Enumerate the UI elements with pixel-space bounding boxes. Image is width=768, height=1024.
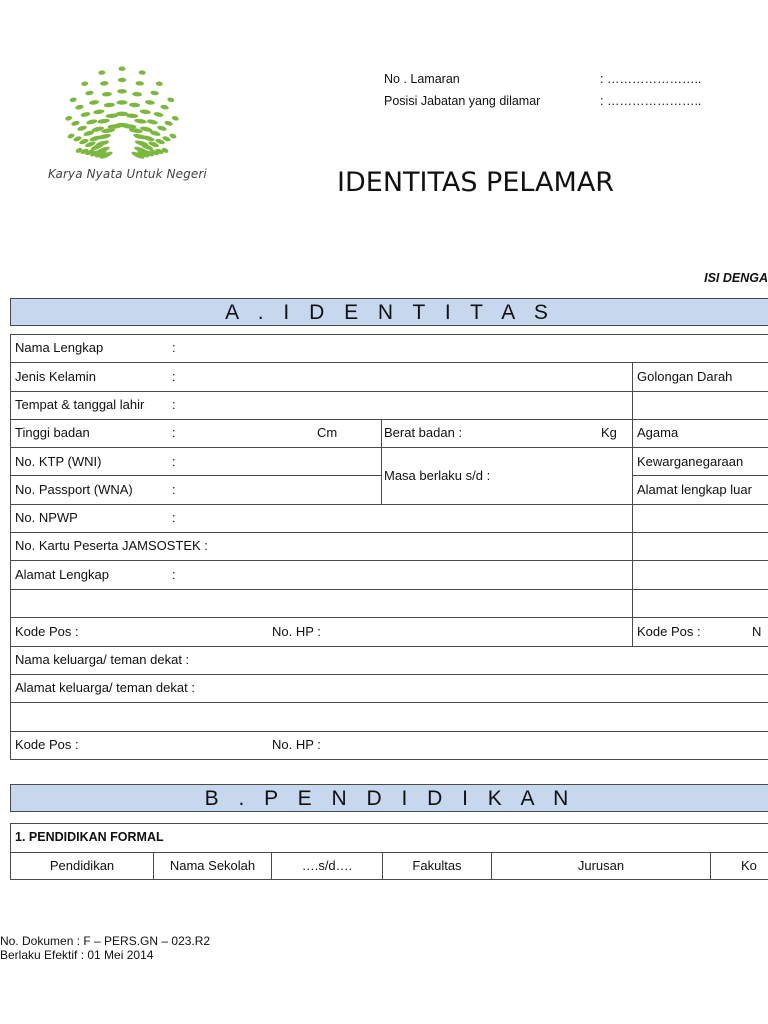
logo-leaf [104, 102, 115, 107]
label-nama-lengkap: Nama Lengkap [15, 340, 104, 355]
logo-leaf [139, 109, 151, 115]
label-no-jamsostek: No. Kartu Peserta JAMSOSTEK : [15, 538, 208, 553]
logo-leaf [116, 100, 127, 104]
section-b-title: B . P E N D I D I K A N [204, 787, 576, 810]
logo-leaf [67, 133, 75, 140]
column-header: Jurusan [577, 858, 625, 873]
company-logo [62, 50, 182, 162]
logo-leaf [77, 125, 88, 132]
logo-leaf [93, 109, 105, 115]
label-kode-pos: Kode Pos : [15, 624, 79, 639]
logo-leaf [171, 115, 179, 121]
colon: : [172, 425, 176, 440]
label-no-hp-2: No. HP : [272, 737, 321, 752]
logo-leaf [145, 100, 155, 106]
column-header: Ko [741, 858, 757, 873]
logo-leaf [167, 97, 175, 103]
logo-leaf [102, 92, 112, 97]
column-header: Nama Sekolah [169, 858, 256, 873]
colon: : [172, 369, 176, 384]
label-no-ktp: No. KTP (WNI) [15, 454, 102, 469]
document-number: No. Dokumen : F – PERS.GN – 023.R2 [0, 934, 211, 948]
no-lamaran-value: : ………………….. [600, 72, 702, 86]
logo-leaf [97, 118, 110, 124]
logo-leaf [71, 120, 80, 127]
logo-leaf [65, 115, 73, 121]
label-masa-berlaku: Masa berlaku s/d : [384, 468, 491, 483]
logo-leaf [169, 133, 177, 140]
logo-leaf [157, 125, 168, 132]
logo-leaf [75, 104, 84, 110]
effective-date: Berlaku Efektif : 01 Mei 2014 [0, 948, 154, 962]
logo-leaf [134, 118, 147, 124]
label-kode-pos-right: Kode Pos : [637, 624, 701, 639]
label-alamat-lengkap: Alamat Lengkap [15, 567, 109, 582]
colon: : [172, 454, 176, 469]
posisi-label: Posisi Jabatan yang dilamar [384, 94, 541, 108]
section-a-header [10, 298, 768, 326]
section-b-header [10, 784, 768, 812]
label-agama: Agama [637, 425, 679, 440]
label-alamat-keluarga: Alamat keluarga/ teman dekat : [15, 680, 195, 695]
label-jenis-kelamin: Jenis Kelamin [15, 369, 96, 384]
instruction-text: ISI DENGA [704, 271, 768, 285]
logo-leaf [139, 70, 146, 75]
no-lamaran-label: No . Lamaran [384, 72, 460, 86]
logo-leaf [150, 90, 159, 96]
logo-leaf [89, 100, 99, 106]
logo-leaf [164, 120, 173, 127]
logo-leaf [146, 119, 158, 126]
colon: : [172, 340, 176, 355]
label-kode-pos-2: Kode Pos : [15, 737, 79, 752]
pendidikan-formal-label: 1. PENDIDIKAN FORMAL [15, 830, 164, 844]
logo-leaf [117, 89, 127, 93]
unit-cm: Cm [317, 425, 338, 440]
logo-leaf [135, 81, 144, 86]
logo-leaf [156, 81, 164, 86]
logo-tagline: Karya Nyata Untuk Negeri [48, 167, 207, 181]
nama-lengkap-field[interactable] [185, 336, 765, 360]
label-no-passport: No. Passport (WNA) [15, 482, 133, 497]
label-n-fragment: N [752, 624, 762, 639]
label-kewarganegaraan: Kewarganegaraan [637, 454, 744, 469]
colon: : [172, 482, 176, 497]
colon: : [172, 510, 176, 525]
logo-leaf [153, 111, 164, 117]
label-berat-badan: Berat badan : [384, 425, 463, 440]
label-nama-keluarga: Nama keluarga/ teman dekat : [15, 652, 190, 667]
label-no-npwp: No. NPWP [15, 510, 78, 525]
logo-leaf [118, 78, 126, 82]
logo-leaf [129, 102, 140, 107]
posisi-value: : ………………….. [600, 94, 702, 108]
label-tempat-tanggal-lahir: Tempat & tanggal lahir [15, 397, 145, 412]
label-golongan-darah: Golongan Darah [637, 369, 733, 384]
unit-kg: Kg [601, 425, 617, 440]
column-header: Pendidikan [49, 858, 115, 873]
logo-leaf [86, 119, 98, 126]
colon: : [172, 567, 176, 582]
section-a-title: A . I D E N T I T A S [225, 301, 555, 324]
label-alamat-luar: Alamat lengkap luar [637, 482, 752, 497]
logo-leaf [80, 111, 91, 117]
logo-leaf [160, 104, 169, 110]
label-tinggi-badan: Tinggi badan [15, 425, 90, 440]
logo-leaf [81, 81, 89, 86]
label-no-hp: No. HP : [272, 624, 321, 639]
logo-leaf [98, 70, 105, 75]
column-header: ….s/d…. [301, 858, 353, 873]
page-title: IDENTITAS PELAMAR [337, 167, 615, 198]
colon: : [172, 397, 176, 412]
logo-leaf [100, 81, 109, 86]
logo-leaf [119, 67, 126, 71]
logo-leaf [69, 97, 77, 103]
logo-leaf [85, 90, 94, 96]
logo-leaf [132, 92, 142, 97]
column-header: Fakultas [412, 858, 462, 873]
